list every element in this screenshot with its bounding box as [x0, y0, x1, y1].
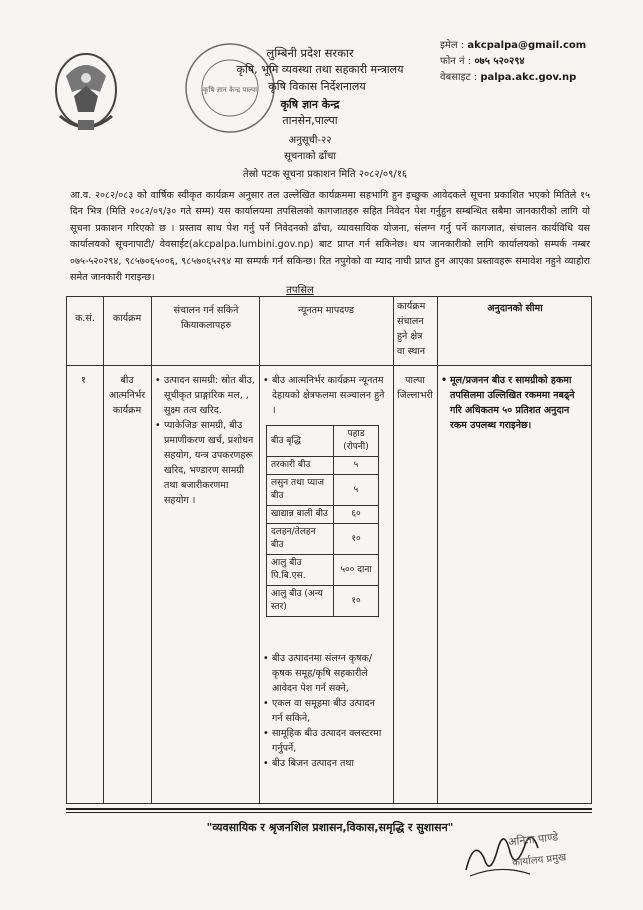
criteria-point: • सामूहिक बीउ उत्पादन क्लस्टरमा गर्नुपर्ने, [263, 726, 387, 756]
area-cell: पहाड (रोपनी) [334, 426, 379, 457]
row-program: बीउ आत्मनिर्भर कार्यक्रम [108, 375, 146, 416]
criteria-intro-text: • बीउ आत्मनिर्भर कार्यक्रम न्यूनतम देहायको क्षेत्रफलमा सञ्चालन हुने । [263, 373, 389, 418]
row-sn: १ [81, 375, 86, 386]
crop-cell: खाद्यान्न बाली बीउ [267, 506, 334, 524]
row-grant [441, 373, 587, 433]
website-label: वेबसाइट : [440, 72, 478, 83]
email-value[interactable]: akcpalpa@gmail.com [467, 40, 587, 51]
footer-divider [66, 808, 592, 810]
crop-cell: बीउ बृद्धि [267, 426, 334, 457]
header-program: कार्यक्रम [112, 313, 142, 324]
crop-cell: लसुन तथा प्याज बीउ [267, 475, 334, 506]
grant-text: • मूल/प्रजनन बीउ र सामग्रीको हकमा तपसिलमा उल्लिखित रकममा नबढ्ने गरि अधिकतम ५० प्रतिशत अनुदान रकम उपलब्ध गराइनेछ। [441, 373, 587, 433]
row-activities [155, 373, 255, 508]
header-criteria: न्यूनतम मापदण्ड [298, 305, 354, 316]
phone-label: फोन नं : [440, 56, 472, 67]
criteria-point: • बीउ बिजन उत्पादन तथा [263, 756, 387, 771]
area-cell: ५ [334, 475, 379, 506]
tapsil-heading: तपसिल [286, 285, 314, 296]
criteria-point: • बीउ उत्पादनमा संलग्न कृषक/कृषक समूह/कृषि सहकारीले आवेदन पेश गर्न सक्ने, [263, 651, 387, 696]
area-cell: १० [334, 586, 379, 617]
header-activities: संचालन गर्न सकिने कियाकलापहरु [173, 305, 239, 331]
crop-cell: दलहन/तेलहन बीउ [267, 524, 334, 555]
area-cell: ५०० दाना [334, 555, 379, 586]
table-row [267, 506, 379, 524]
phone-row [440, 54, 586, 70]
email-row [440, 38, 586, 54]
activity-item: • उत्पादन सामग्री: स्रोत बीउ, सूचीकृत प्राङ्गारिक मल, , सुक्ष्म तत्व खरिद. [155, 373, 255, 418]
criteria-point: • एकल वा समूहमा बीउ उत्पादन गर्न सकिने, [263, 696, 387, 726]
table-row [267, 475, 379, 506]
table-row [267, 426, 379, 457]
table-row [267, 457, 379, 475]
table-row [267, 586, 379, 617]
notice-format: सूचनाको ढाँचा [284, 151, 336, 162]
crop-cell: आलु बीउ पि.बि.एस. [267, 555, 334, 586]
office-ministry: कृषि, भूमि व्यवस्था तथा सहकारी मन्त्रालय [236, 63, 404, 76]
row-area: पाल्पा जिल्लाभरी [397, 375, 433, 401]
program-table [66, 296, 592, 804]
stamp-officer-name: अनिता पाण्डे [507, 830, 559, 849]
header-sn: क.सं. [75, 313, 95, 324]
area-cell: ६० [334, 506, 379, 524]
phone-value: ०७५ ५२०२९४ [474, 56, 525, 67]
activity-item: • प्याकेजिङ सामग्री, बीउ प्रमाणीकरण खर्च, प्रशोधन सहयोग, यन्त्र उपकरणहरू खरिद, भण्डारण सामग्री तथा बजारीकरणमा सहयोग । [155, 418, 255, 508]
criteria-area-table [266, 425, 379, 617]
schedule-number: अनुसूची-२२ [288, 135, 332, 146]
crop-cell: तरकारी बीउ [267, 457, 334, 475]
stamp-officer-role: कार्यालय प्रमुख [511, 852, 567, 869]
criteria-points [263, 651, 387, 771]
svg-text:कृषि ज्ञान केन्द्र पाल्पा: कृषि ज्ञान केन्द्र पाल्पा [203, 86, 257, 94]
area-cell: १० [334, 524, 379, 555]
contact-block [440, 38, 586, 86]
website-value[interactable]: palpa.akc.gov.np [480, 72, 577, 83]
footer-divider [66, 812, 592, 813]
nepal-emblem-icon [50, 46, 122, 138]
table-row [267, 555, 379, 586]
header-area: कार्यक्रम संचालन हुने क्षेत्र वा स्थान [397, 301, 426, 357]
office-province: लुम्बिनी प्रदेश सरकार [266, 46, 354, 60]
criteria-intro [263, 373, 389, 418]
area-cell: ५ [334, 457, 379, 475]
crop-cell: आलु बीउ (अन्य स्तर) [267, 586, 334, 617]
header-grant: अनुदानको सीमा [487, 303, 543, 314]
office-directorate: कृषि विकास निर्देशनालय [268, 80, 366, 93]
office-location: तानसेन,पाल्पा [282, 114, 338, 127]
email-label: इमेल : [440, 40, 465, 51]
notice-paragraph: आ.व. २०८२/०८३ को वार्षिक स्वीकृत कार्यक्रम अनुसार तल उल्लेखित कार्यक्रममा सहभागि हुन इच्छुक आवेदकले सूचना प्रकाशित भएको मितिले १५ दिन भित्र (मिति २०८२/०९/३० गते सम्म) यस कार्यालयमा तपसिलको कागजातहरु सहित निवेदन पेश गर्नुहुन सम्बन्धित सबैमा जानकारीको लागि यो सूचना प्रकाशन गरिएको छ । प्रस्ताव साथ पेश गर्नु पर्ने निवेदनको ढाँचा, व्यावसायिक योजना, संलग्न गर्नु पर्ने कागजात, संचालन कार्यविधि यस कार्यालयको सूचनापाटी/ वेवसाईट(akcpalpa.lumbini.gov.np) बाट प्राप्त गर्न सकिनेछ। थप जानकारीको लागि कार्यालयको सम्पर्क नम्बर ०७५-५२०२९४, ९८५७०६५००६, ९८५७०६५२९४ मा सम्पर्क गर्न सकिन्छ। रित नपुगेको वा म्याद नाघी प्राप्त हुन आएका प्रस्तावहरू समावेश नहुने व्याहोरा समेत जानकारी गराइन्छ। [70, 190, 590, 284]
office-name: कृषि ज्ञान केन्द्र [280, 98, 340, 111]
table-row [267, 524, 379, 555]
notice-publish-date: तेस्रो पटक सूचना प्रकाशन मिति २०८२/०९/१६ [242, 169, 408, 180]
office-motto: "व्यवसायिक र श्रृजनशिल प्रशासन,विकास,समृद्धि र सुशासन" [206, 821, 454, 834]
website-row [440, 70, 586, 86]
